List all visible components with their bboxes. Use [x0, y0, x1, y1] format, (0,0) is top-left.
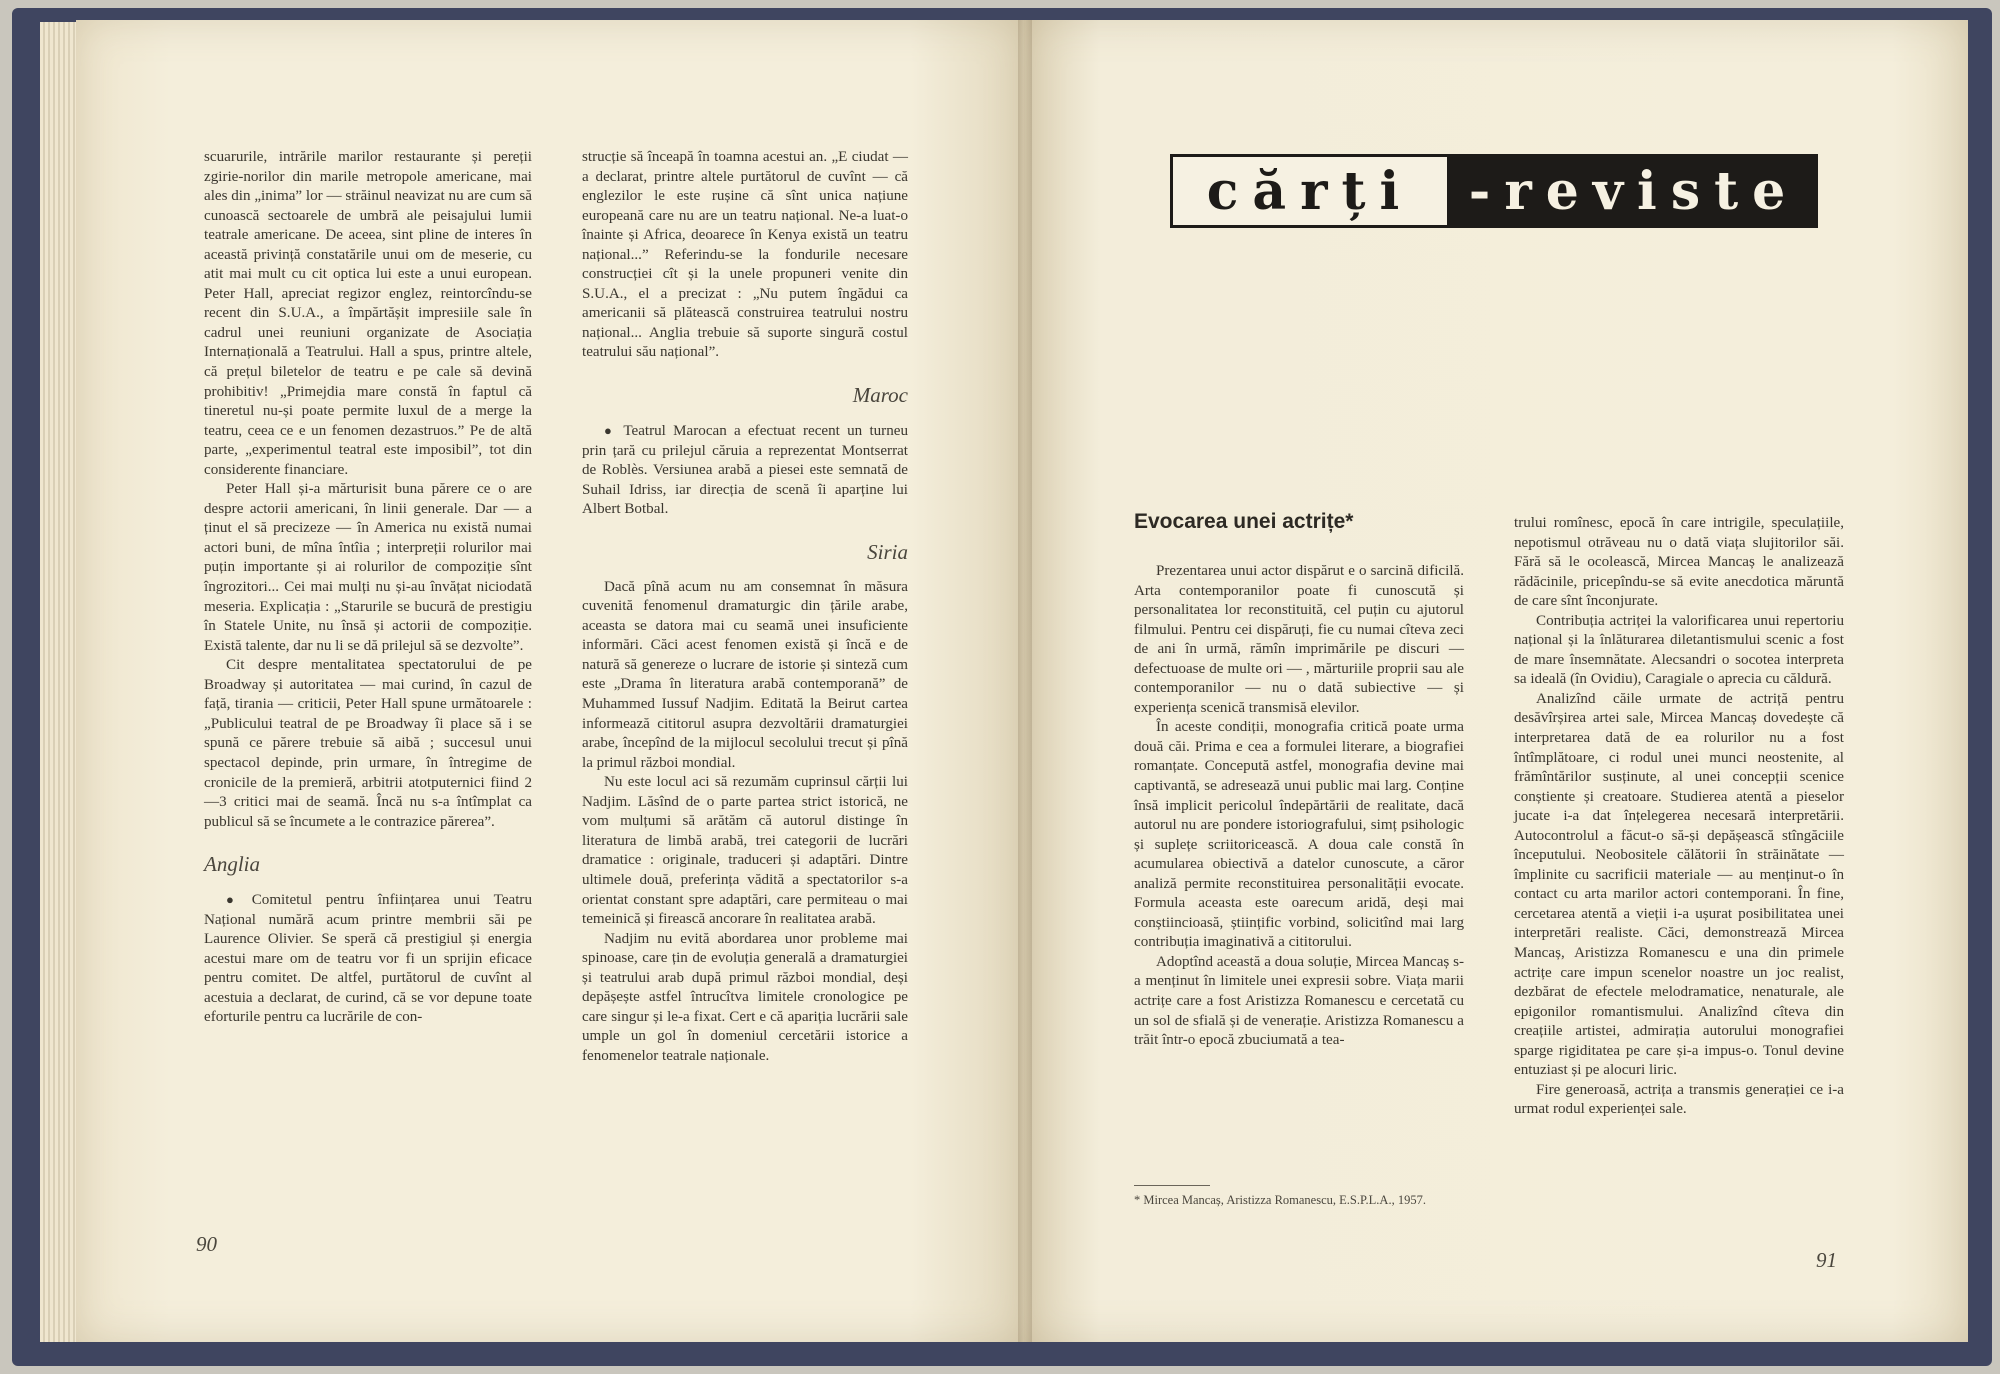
left-page-column-2 [582, 148, 908, 1066]
paragraph: Dacă pînă acum nu am consemnat în măsura cuvenită fenomenul dramaturgic din țările arabe, aceasta se datora mai cu seamă unei insuficiente informări. Căci acest fenomen există și încă e de natură să genereze o lucrare de istorie și sinteză cum este „Drama în literatura arabă contemporană” de Muhammed Iussuf Nadjim. Editată la Beirut cartea informează cititorul asupra dezvoltării dramaturgiei arabe, începînd de la mijlocul secolului trecut și pînă la primul război mondial. [582, 578, 908, 771]
footnote: * Mircea Mancaș, Aristizza Romanescu, E.S.P.L.A., 1957. [1134, 1193, 1426, 1207]
banner-label-reviste: -reviste [1450, 154, 1818, 228]
section-heading-maroc: Maroc [852, 383, 908, 408]
right-page-column-1 [1134, 562, 1464, 1051]
paragraph: Prezentarea unui actor dispărut e o sarcină dificilă. Arta contemporanilor poate fi cunoscută și personalitatea lor reconstituită, cel puțin cu ajutorul filmului. Pentru cei dispăruți, fie cu numai cîteva zeci de ani în urmă, rămîn imprimările pe discuri — defectuoase de multe ori — , mărturiile proprii sau ale contemporanilor — nu o dată subiective — și experiența scenică transmisă elevilor. [1134, 563, 1464, 716]
footnote-divider [1134, 1185, 1210, 1186]
section-banner [1170, 154, 1818, 228]
paragraph: În aceste condiții, monografia critică poate urma două căi. Prima e cea a formulei literare, a biografiei romanțate. Concepută astfel, monografia devine mai captivantă, se adresează unui public mai larg. Conține însă implicit pericolul îndepărtării de realitate, dacă autorul nu are pondere istoriografului, simț psihologic și suplețe scriitoricească. A doua cale constă în acumularea obiectivă a datelor cunoscute, a căror analiză permite reconstituirea personalității evocate. Formula aceasta este oarecum aridă, deși mai conștiincioasă, științific vorbind, solicitînd mai larg contribuția imaginativă a cititorului. [1134, 719, 1464, 951]
page-number-right: 91 [1816, 1248, 1837, 1272]
paragraph: scuarurile, intrările marilor restaurante și pereții zgirie-norilor din marile metropole americane, mai ales din „inima” lor — străinul neavizat nu are cum să cunoască sectoarele de umbră ale peisajului lumii teatrale americane. De aceea, sint pline de interes în această privință constatările unui om de meserie, cu atit mai mult cu cit optica lui este a unui european. Peter Hall, apreciat regizor englez, reintorcîndu-se recent din S.U.A., a împărtășit impresiile sale în cadrul unei reuniuni organizate de Asociația Internațională a Teatrului. Hall a spus, printre altele, că prețul biletelor de teatru e pe cale să devină prohibitiv! „Primejdia mare constă în faptul că tineretul nu-și poate permite luxul de a merge la teatru, ceea ce e un fenomen dezastruos.” Pe de altă parte, „experimentul teatral este imposibil”, tot din considerente financiare. [204, 149, 532, 478]
paragraph: Nu este locul aci să rezumăm cuprinsul cărții lui Nadjim. Lăsînd de o parte partea strict istorică, ne vom mulțumi să arătăm că autorul distinge în literatura de limbă arabă, trei categorii de lucrări dramatice : originale, traduceri și adaptări. Dintre ultimele două, preferința vădită a spectatorilor s-a orientat constant spre adaptări, care permiteau o mai temeinică și firească ancorare în realitatea arabă. [582, 774, 908, 928]
paragraph: Analizînd căile urmate de actriță pentru desăvîrșirea artei sale, Mircea Mancaș dovedește că interpretarea dată de ea rolurilor nu a fost întîmplătoare, ci rodul unei munci neostenite, al frămîntărilor susținute, al unei concepții scenice conștiente și creatoare. Studierea atentă a pieselor jucate i-a dat înțelegerea necesară interpretării. Autocontrolul a făcut-o să-și depășească stîngăciile începutului. Neobositele călătorii în străinătate — împlinite cu sacrificii materiale — au menținut-o în contact cu arta marilor actori contemporani. În fine, cercetarea atentă a vieții i-a ușurat posibilitatea unei interpretări realiste. Căci, demonstrează Mircea Mancaș, Aristizza Romanescu e una din primele actrițe care impun scenelor noastre un joc realist, dezbărat de efectele melodramatice, nenaturale, ale epigonilor romantismului. Analizînd cîteva din creațiile artistei, admirația autorului monografiei sparge rigiditatea pe care și-a impus-o. Tonul devine entuziast și pe alocuri liric. [1514, 690, 1844, 1079]
paragraph: ● Teatrul Marocan a efectuat recent un turneu prin țară cu prilejul căruia a reprezentat Montserrat de Roblès. Versiunea arabă a piesei este semnată de Suhail Idriss, iar direcția de scenă îi aparține lui Albert Botbal. [582, 421, 908, 520]
page-number-left: 90 [196, 1232, 217, 1256]
paragraph: Adoptînd această a doua soluție, Mircea Mancaș s-a menținut în limitele unei expresii sobre. Viața marii actrițe care a fost Aristizza Romanescu e cercetată cu un sol de sfială și de venerație. Aristizza Romanescu a trăit într-o epocă zbuciumată a tea- [1134, 953, 1464, 1049]
paragraph: trului romînesc, epocă în care intrigile, speculațiile, nepotismul otrăveau nu o dată viața slujitorilor săi. Fără să le ocolească, Mircea Mancaș le analizează rădăcinile, pricepîndu-se să evite anecdotica măruntă de care sînt înconjurate. [1514, 515, 1844, 610]
right-page-column-2 [1514, 514, 1844, 1120]
article-title: Evocarea unei actrițe* [1134, 510, 1354, 533]
paragraph: Fire generoasă, actrița a transmis generației ce i-a urmat rodul experienței sale. [1514, 1081, 1844, 1118]
book-gutter [1018, 20, 1032, 1342]
left-page-column-1 [204, 148, 532, 1028]
paragraph: Cit despre mentalitatea spectatorului de pe Broadway și autoritatea — mai curind, în cazul de față, tirania — criticii, Peter Hall spune următoarele : „Publicului teatral de pe Broadway îi place să i se spună ce părere trebuie să aibă ; succesul unui spectacol depinde, prin urmare, în întregime de cronicile de la premieră, arbitrii atotputernici fiind 2—3 critici mai de seamă. Încă nu s-a întîmplat ca publicul să se încumete a le contrazice părerea”. [204, 657, 532, 830]
paragraph: Peter Hall și-a mărturisit buna părere ce o are despre actorii americani, în linii generale. Dar — a ținut el să precizeze — în America nu există numai actori buni, de mîna întîia ; interpreții rolurilor mai puțin importante și ai rolurilor de compoziție sînt îngrozitori... Cei mai mulți nu și-au învățat niciodată meseria. Explicația : „Starurile se bucură de prestigiu în Statele Unite, nu însă și actorii de compoziție. Există talente, dar nu li se dă prilejul să se dezvolte”. [204, 481, 532, 654]
section-heading-siria: Siria [867, 539, 908, 564]
paragraph: Contribuția actriței la valorificarea unui repertoriu național și la înlăturarea diletantismului scenic a fost de mare însemnătate. Alecsandri o socotea interpreta sa ideală (în Ovidiu), Caragiale o aprecia cu căldură. [1514, 612, 1844, 688]
paragraph: ● Comitetul pentru înființarea unui Teatru Național numără acum printre membrii săi pe Laurence Olivier. Se speră că prestigiul și energia acestui mare om de teatru vor fi un sprijin eficace pentru comitet. De altfel, purtătorul de cuvînt al acestuia a declarat, de curind, că se vor depune toate eforturile pentru ca lucrările de con- [204, 890, 532, 1028]
section-heading-anglia: Anglia [204, 852, 260, 877]
paragraph: strucție să înceapă în toamna acestui an. „E ciudat — a declarat, printre altele purtătorul de cuvînt — că englezilor le este rușine că sînt unica națiune europeană care nu are un teatru național. Ne-a luat-o înainte și Africa, deoarece în Kenya există un teatru național...” Referindu-se la fondurile necesare construcției cît și la unele propuneri venite din S.U.A., el a precizat : „Nu putem îngădui ca americanii să plătească construirea teatrului nostru național... Anglia trebuie să suporte singură costul teatrului său național”. [582, 149, 908, 361]
page-edges [40, 22, 80, 1342]
paragraph: Nadjim nu evită abordarea unor probleme mai spinoase, care țin de evoluția generală a dramaturgiei și teatrului arab după primul război mondial, deși depășește astfel întrucîtva limitele cronologice pe care singur și le-a fixat. Cert e că apariția lucrării sale umple un gol în domeniul cercetării istorice a fenomenelor teatrale naționale. [582, 930, 908, 1064]
banner-label-carti: cărți [1170, 154, 1450, 228]
